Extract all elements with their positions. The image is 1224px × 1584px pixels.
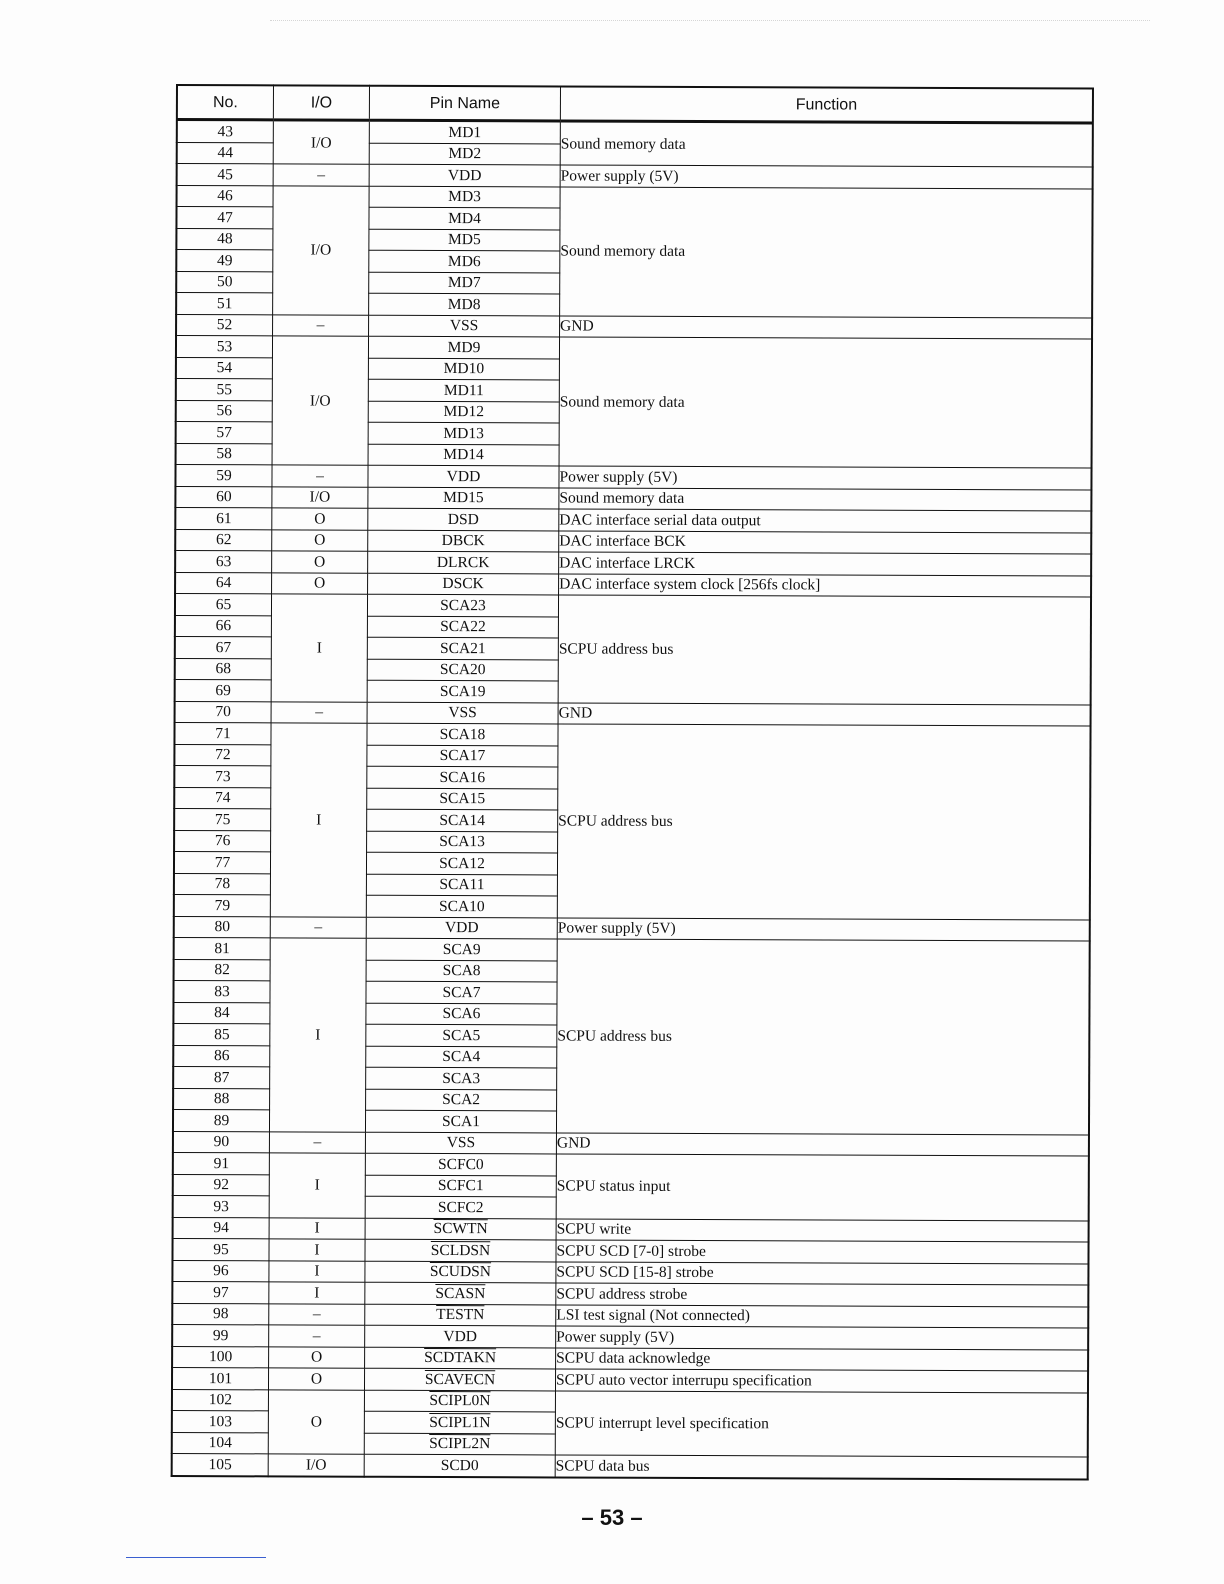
- pin-name-text: VDD: [443, 1327, 478, 1345]
- pin-number-cell: 99: [172, 1324, 269, 1346]
- pin-name-text: MD7: [447, 274, 481, 292]
- pin-number-cell: 55: [176, 379, 273, 401]
- pin-name-cell: [368, 444, 559, 466]
- pin-number-cell: 73: [174, 765, 271, 787]
- pin-name-cell: [367, 680, 558, 702]
- pin-number-cell: 63: [175, 551, 272, 573]
- pin-number-cell: 92: [173, 1174, 270, 1196]
- pin-number-cell: 52: [176, 314, 273, 336]
- io-direction-cell: O: [269, 1346, 365, 1368]
- pin-name-text: MD12: [443, 403, 485, 421]
- pin-name-text: MD1: [448, 123, 482, 141]
- pin-name-text: VSS: [448, 704, 477, 722]
- pin-name-text: SCA14: [439, 811, 486, 829]
- pin-number-cell: 101: [172, 1367, 269, 1389]
- pin-name-cell: [364, 1390, 555, 1412]
- io-direction-cell: O: [268, 1368, 364, 1390]
- pin-name-cell: [367, 766, 558, 788]
- pin-name-cell: [368, 422, 559, 444]
- table-row: [172, 1389, 1088, 1414]
- pin-name-text: SCA20: [439, 661, 486, 679]
- pin-number-cell: 67: [175, 636, 272, 658]
- pin-name-cell: [367, 745, 558, 767]
- pin-name-cell: [366, 852, 557, 874]
- scan-noise-line: [270, 20, 1150, 21]
- pin-name-text: SCA15: [439, 790, 486, 808]
- function-cell: Sound memory data: [559, 337, 1092, 468]
- pin-name-cell: [367, 788, 558, 810]
- function-cell: SCPU address bus: [556, 939, 1089, 1135]
- function-cell: LSI test signal (Not connected): [556, 1304, 1089, 1328]
- pin-name-cell: [365, 1132, 556, 1154]
- pin-number-cell: 43: [177, 120, 274, 143]
- pin-name-cell: [366, 938, 557, 960]
- pin-name-text: SCAVECN: [424, 1370, 496, 1388]
- pin-number-cell: 49: [176, 250, 273, 272]
- pin-name-text: MD6: [447, 252, 481, 270]
- pin-name-cell: [367, 809, 558, 831]
- pin-number-cell: 81: [174, 937, 271, 959]
- pin-name-text: SCA17: [439, 747, 486, 765]
- pin-name-text: SCIPL1N: [429, 1413, 491, 1431]
- pin-name-cell: [367, 616, 558, 638]
- pin-name-text: DSCK: [442, 575, 484, 593]
- pin-name-cell: [367, 594, 558, 616]
- function-cell: Sound memory data: [560, 186, 1093, 317]
- pin-name-cell: [366, 874, 557, 896]
- pin-number-cell: 44: [177, 142, 274, 164]
- io-direction-cell: I: [269, 1282, 365, 1304]
- pin-name-cell: [369, 207, 560, 229]
- io-direction-cell: O: [272, 572, 368, 594]
- pin-name-cell: [366, 1024, 557, 1046]
- pin-number-cell: 69: [175, 679, 272, 701]
- pin-name-cell: [369, 186, 560, 208]
- pin-number-cell: 88: [173, 1088, 270, 1110]
- pin-number-cell: 95: [172, 1238, 269, 1260]
- function-cell: Power supply (5V): [559, 466, 1092, 490]
- function-cell: Power supply (5V): [557, 917, 1090, 941]
- pin-name-text: SCA16: [439, 768, 486, 786]
- pin-name-cell: [369, 250, 560, 272]
- pin-name-cell: [369, 143, 560, 165]
- function-cell: Power supply (5V): [560, 165, 1093, 189]
- table-row: [174, 722, 1090, 747]
- pin-number-cell: 83: [173, 980, 270, 1002]
- pin-number-cell: 91: [173, 1152, 270, 1174]
- pin-name-cell: [365, 1196, 556, 1218]
- pin-name-text: DLRCK: [436, 553, 490, 571]
- pin-name-text: MD10: [443, 360, 485, 378]
- pin-number-cell: 57: [176, 422, 273, 444]
- pin-name-text: MD11: [443, 381, 484, 399]
- function-cell: SCPU address bus: [558, 595, 1091, 705]
- function-cell: SCPU SCD [15-8] strobe: [556, 1261, 1089, 1285]
- pin-name-cell: [368, 487, 559, 509]
- pin-number-cell: 70: [175, 701, 272, 723]
- pin-number-cell: 72: [174, 744, 271, 766]
- pin-name-text: VSS: [446, 1134, 476, 1152]
- pin-name-text: VDD: [444, 919, 479, 937]
- pin-name-text: MD2: [448, 145, 482, 163]
- io-direction-cell: –: [269, 1303, 365, 1325]
- pin-name-cell: [366, 917, 557, 939]
- pin-name-cell: [369, 229, 560, 251]
- pin-number-cell: 65: [175, 594, 272, 616]
- pin-name-text: SCA5: [442, 1026, 481, 1044]
- pin-number-cell: 89: [173, 1109, 270, 1131]
- pin-name-cell: [369, 293, 560, 315]
- pin-name-text: MD9: [447, 338, 481, 356]
- pin-name-text: MD8: [447, 295, 481, 313]
- pin-name-text: SCA4: [442, 1048, 481, 1066]
- pin-number-cell: 82: [174, 959, 271, 981]
- pin-name-cell: [366, 1003, 557, 1025]
- pin-name-text: MD13: [443, 424, 484, 442]
- io-direction-cell: I: [269, 1239, 365, 1261]
- header-io: I/O: [273, 85, 369, 120]
- pin-name-text: SCFC0: [437, 1155, 484, 1173]
- pin-number-cell: 96: [172, 1260, 269, 1282]
- io-direction-cell: O: [272, 551, 368, 573]
- pin-number-cell: 46: [177, 185, 274, 207]
- pin-name-cell: [366, 1046, 557, 1068]
- pin-name-text: SCA8: [442, 962, 481, 980]
- pin-name-cell: [365, 1325, 556, 1347]
- pin-number-cell: 74: [174, 787, 271, 809]
- pin-number-cell: 62: [175, 529, 272, 551]
- pin-name-cell: [365, 1175, 556, 1197]
- pin-name-text: SCFC2: [437, 1198, 484, 1216]
- pin-number-cell: 61: [175, 508, 272, 530]
- io-direction-cell: –: [270, 916, 366, 938]
- pin-name-cell: [365, 1110, 556, 1132]
- pin-number-cell: 53: [176, 336, 273, 358]
- pin-number-cell: 100: [172, 1346, 269, 1368]
- pin-name-text: VDD: [447, 166, 482, 184]
- function-cell: SCPU write: [556, 1218, 1089, 1242]
- pin-name-cell: [365, 1153, 556, 1175]
- function-cell: SCPU auto vector interrupu specification: [555, 1369, 1088, 1393]
- pin-number-cell: 76: [174, 830, 271, 852]
- table-header-row: [177, 85, 1093, 123]
- pin-name-cell: [366, 960, 557, 982]
- pin-name-cell: [366, 1089, 557, 1111]
- pin-name-text: SCA9: [442, 940, 481, 958]
- io-direction-cell: I: [269, 938, 366, 1132]
- table-row: [172, 1453, 1088, 1479]
- pin-name-text: SCWTN: [433, 1220, 488, 1238]
- pin-number-cell: 78: [174, 873, 271, 895]
- function-cell: SCPU data acknowledge: [556, 1347, 1089, 1371]
- pin-name-text: DSD: [447, 510, 479, 528]
- pin-name-text: SCDTAKN: [424, 1349, 497, 1367]
- table-row: [176, 336, 1092, 361]
- pin-name-text: SCA6: [442, 1005, 481, 1023]
- pin-number-cell: 75: [174, 808, 271, 830]
- table-row: [174, 937, 1090, 962]
- pin-number-cell: 71: [174, 722, 271, 744]
- footer-rule: [126, 1557, 266, 1558]
- pin-number-cell: 80: [174, 916, 271, 938]
- table-body: [172, 120, 1093, 1480]
- pin-number-cell: 79: [174, 894, 271, 916]
- pin-name-cell: [365, 1347, 556, 1369]
- pin-number-cell: 87: [173, 1066, 270, 1088]
- page-number: – 53 –: [581, 1505, 643, 1530]
- pin-name-text: SCA2: [442, 1091, 481, 1109]
- pin-number-cell: 54: [176, 357, 273, 379]
- pin-name-text: MD5: [447, 231, 481, 249]
- function-cell: GND: [556, 1132, 1089, 1156]
- function-cell: SCPU data bus: [555, 1455, 1088, 1479]
- pin-name-text: SCA1: [442, 1112, 481, 1130]
- function-cell: DAC interface BCK: [559, 530, 1092, 554]
- io-direction-cell: –: [272, 465, 368, 487]
- pin-number-cell: 94: [173, 1217, 270, 1239]
- pin-name-text: SCUDSN: [429, 1263, 492, 1281]
- function-cell: DAC interface LRCK: [559, 552, 1092, 576]
- pin-name-cell: [364, 1411, 555, 1433]
- io-direction-cell: I/O: [273, 185, 369, 314]
- pin-number-cell: 77: [174, 851, 271, 873]
- pin-number-cell: 86: [173, 1045, 270, 1067]
- io-direction-cell: O: [272, 529, 368, 551]
- io-direction-cell: I: [269, 1260, 365, 1282]
- table-row: [177, 120, 1093, 146]
- pin-name-text: MD14: [443, 446, 484, 464]
- pin-name-text: SCA12: [439, 854, 485, 872]
- pin-function-table: [171, 84, 1094, 1480]
- io-direction-cell: –: [273, 164, 369, 186]
- pin-name-text: SCA11: [439, 876, 485, 894]
- pin-number-cell: 66: [175, 615, 272, 637]
- pin-name-cell: [364, 1368, 555, 1390]
- pin-name-cell: [369, 315, 560, 337]
- pin-name-cell: [368, 465, 559, 487]
- pin-name-cell: [367, 831, 558, 853]
- io-direction-cell: I: [269, 1153, 365, 1218]
- pin-name-text: MD4: [448, 209, 481, 227]
- pin-number-cell: 50: [176, 271, 273, 293]
- pin-number-cell: 45: [177, 164, 274, 186]
- io-direction-cell: I/O: [268, 1454, 364, 1476]
- pin-number-cell: 58: [176, 443, 273, 465]
- pin-number-cell: 97: [172, 1281, 269, 1303]
- pin-name-text: SCASN: [435, 1284, 486, 1302]
- pin-name-text: TESTN: [436, 1306, 485, 1324]
- pin-name-cell: [368, 379, 559, 401]
- io-direction-cell: –: [273, 314, 369, 336]
- pin-number-cell: 93: [173, 1195, 270, 1217]
- pin-name-cell: [369, 272, 560, 294]
- pin-name-text: VDD: [446, 467, 481, 485]
- pin-number-cell: 84: [173, 1002, 270, 1024]
- pin-name-cell: [368, 508, 559, 530]
- pin-number-cell: 103: [172, 1410, 269, 1432]
- pin-name-text: VSS: [449, 317, 479, 335]
- pin-name-text: SCA3: [442, 1069, 481, 1087]
- pin-number-cell: 102: [172, 1389, 269, 1411]
- io-direction-cell: –: [269, 1325, 365, 1347]
- pin-name-cell: [367, 637, 558, 659]
- pin-number-cell: 68: [175, 658, 272, 680]
- pin-number-cell: 104: [172, 1432, 269, 1454]
- pin-name-text: SCA10: [438, 897, 485, 915]
- pin-name-cell: [369, 164, 560, 186]
- pin-name-text: SCA19: [439, 682, 486, 700]
- pin-name-cell: [365, 1218, 556, 1240]
- pin-name-cell: [366, 981, 557, 1003]
- pin-name-cell: [368, 401, 559, 423]
- pin-name-cell: [368, 530, 559, 552]
- pin-name-text: SCLDSN: [430, 1241, 491, 1259]
- pin-name-text: SCIPL0N: [429, 1392, 491, 1410]
- io-direction-cell: I: [270, 723, 367, 917]
- io-direction-cell: I: [269, 1217, 365, 1239]
- pin-name-cell: [365, 1282, 556, 1304]
- pin-name-text: SCA21: [439, 639, 486, 657]
- pin-table-container: [171, 84, 1094, 1480]
- pin-name-cell: [367, 723, 558, 745]
- pin-number-cell: 64: [175, 572, 272, 594]
- function-cell: SCPU SCD [7-0] strobe: [556, 1240, 1089, 1264]
- function-cell: DAC interface system clock [256fs clock]: [559, 573, 1092, 597]
- pin-number-cell: 105: [172, 1453, 269, 1475]
- pin-name-text: SCIPL2N: [429, 1435, 491, 1453]
- pin-name-cell: [364, 1433, 555, 1455]
- function-cell: Power supply (5V): [556, 1326, 1089, 1350]
- pin-number-cell: 90: [173, 1131, 270, 1153]
- io-direction-cell: I/O: [272, 336, 368, 465]
- io-direction-cell: O: [268, 1389, 364, 1454]
- function-cell: SCPU address strobe: [556, 1283, 1089, 1307]
- function-cell: Sound memory data: [559, 487, 1092, 511]
- pin-number-cell: 47: [176, 207, 273, 229]
- pin-name-text: MD3: [448, 188, 481, 206]
- pin-name-cell: [365, 1304, 556, 1326]
- function-cell: DAC interface serial data output: [559, 509, 1092, 533]
- pin-name-text: SCA23: [440, 596, 486, 614]
- function-cell: GND: [560, 315, 1093, 339]
- function-cell: SCPU address bus: [557, 724, 1090, 920]
- pin-name-text: SCA22: [440, 618, 486, 636]
- io-direction-cell: –: [271, 701, 367, 723]
- pin-name-cell: [365, 1239, 556, 1261]
- pin-number-cell: 60: [175, 486, 272, 508]
- pin-number-cell: 48: [176, 228, 273, 250]
- pin-name-cell: [368, 336, 559, 358]
- pin-number-cell: 59: [175, 465, 272, 487]
- pin-number-cell: 51: [176, 293, 273, 315]
- io-direction-cell: O: [272, 508, 368, 530]
- pin-number-cell: 98: [172, 1303, 269, 1325]
- pin-name-text: SCA7: [442, 983, 481, 1001]
- table-row: [173, 1152, 1089, 1177]
- table-row: [177, 185, 1093, 210]
- pin-name-text: SCA18: [439, 725, 486, 743]
- pin-name-cell: [367, 702, 558, 724]
- table-row: [175, 594, 1091, 619]
- pin-name-cell: [369, 120, 560, 143]
- function-cell: Sound memory data: [560, 121, 1093, 167]
- function-cell: SCPU interrupt level specification: [555, 1390, 1088, 1457]
- function-cell: SCPU status input: [556, 1154, 1089, 1221]
- header-no: No.: [177, 85, 274, 120]
- pin-name-text: SCFC1: [437, 1177, 484, 1195]
- pin-name-cell: [366, 895, 557, 917]
- pin-name-text: SCD0: [440, 1456, 479, 1474]
- pin-name-cell: [368, 573, 559, 595]
- function-cell: GND: [558, 702, 1091, 726]
- io-direction-cell: –: [269, 1131, 365, 1153]
- pin-name-text: DBCK: [441, 532, 485, 550]
- io-direction-cell: I/O: [272, 486, 368, 508]
- pin-name-text: MD15: [443, 489, 484, 507]
- header-function: Function: [560, 86, 1093, 123]
- header-pin-name: Pin Name: [369, 86, 560, 121]
- io-direction-cell: I/O: [273, 120, 369, 164]
- io-direction-cell: I: [271, 594, 367, 702]
- pin-name-cell: [364, 1454, 555, 1477]
- pin-name-cell: [368, 358, 559, 380]
- pin-name-cell: [367, 659, 558, 681]
- pin-name-cell: [366, 1067, 557, 1089]
- pin-name-cell: [365, 1261, 556, 1283]
- pin-number-cell: 56: [176, 400, 273, 422]
- pin-number-cell: 85: [173, 1023, 270, 1045]
- pin-name-cell: [368, 551, 559, 573]
- pin-name-text: SCA13: [439, 833, 485, 851]
